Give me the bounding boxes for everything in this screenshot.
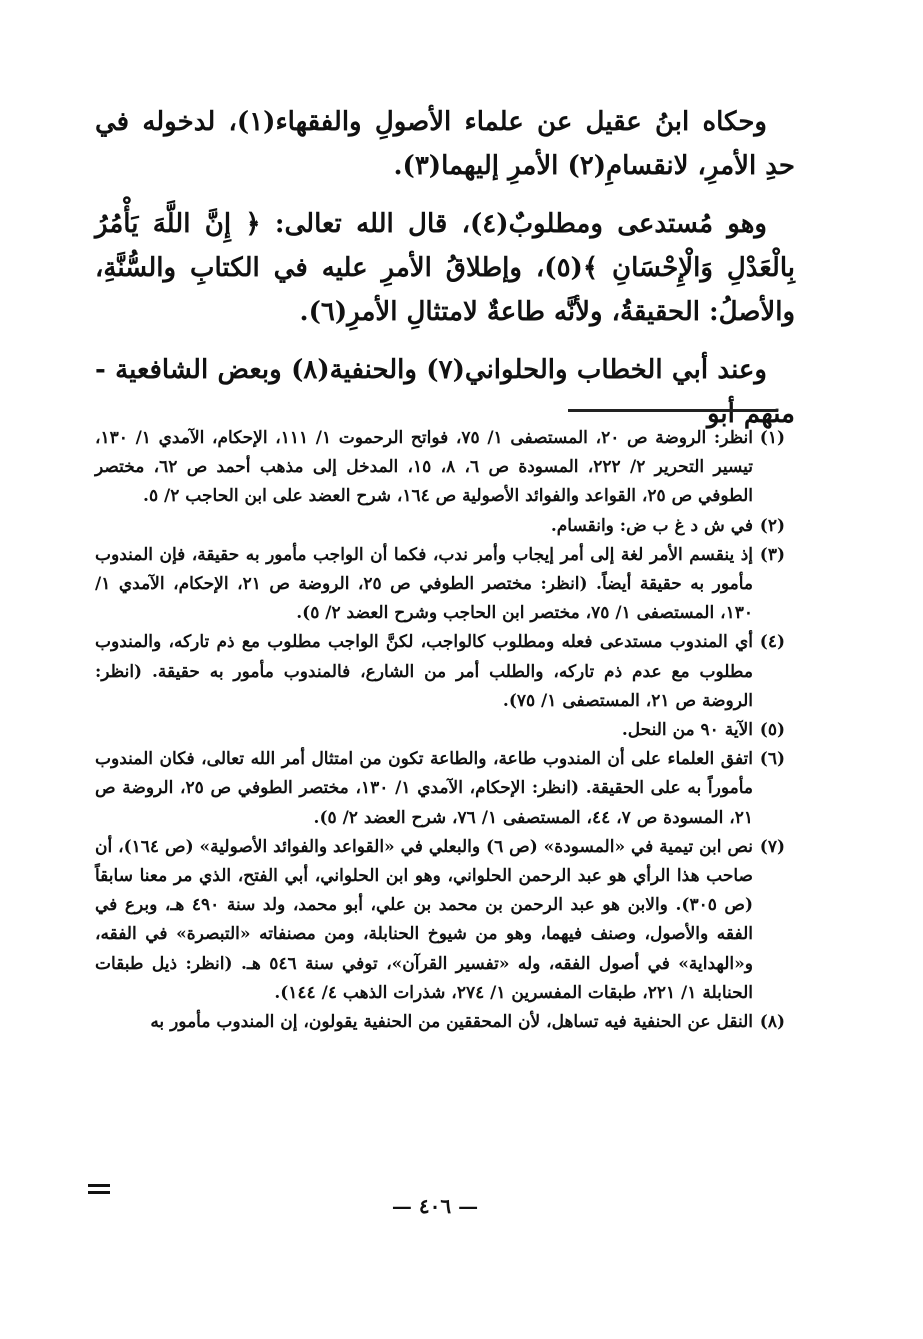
main-paragraph: وعند أبي الخطاب والحلواني(٧) والحنفية(٨) وبعض الشافعية - منهم أبو xyxy=(95,355,795,429)
footnote-number: (٥) xyxy=(759,720,785,741)
footnote xyxy=(95,1008,785,1037)
footnote xyxy=(95,424,785,512)
footnote-number: (٤) xyxy=(759,632,785,653)
footnote-text: النقل عن الحنفية فيه تساهل، لأن المحققين من الحنفية يقولون، إن المندوب مأمور به xyxy=(150,1012,753,1033)
footnote-number: (٢) xyxy=(759,515,785,536)
footnote-text: نص ابن تيمية في «المسودة» (ص ٦) والبعلي في «القواعد والفوائد الأصولية» (ص ١٦٤)، أن صاحب هذا الرأي هو عبد الرحمن الحلواني، وهو ابن الحلواني، أبي الفتح، الذي مر معنا سابقاً (ص ٣٠٥). والابن هو عبد الرحمن بن محمد بن علي، أبو محمد، ولد سنة ٤٩٠ هـ، وبرع في الفقه والأصول، وصنف فيهما، وهو من شيوخ الحنابلة، ومن مصنفاته «التبصرة» في الفقه، و«الهداية» في أصول الفقه، وله «تفسير القرآن»، توفي سنة ٥٤٦ هـ. (انظر: ذيل طبقات الحنابلة ١/ ٢٢١، طبقات المفسرين ١/ ٢٧٤، شذرات الذهب ٤/ ١٤٤). xyxy=(95,836,754,1003)
footnote-text: في ش د غ ب ض: وانقسام. xyxy=(550,515,753,536)
page-number: — ٤٠٦ — xyxy=(391,1194,479,1218)
footnote-number: (٦) xyxy=(759,749,785,770)
footnote-text: الآية ٩٠ من النحل. xyxy=(621,720,753,741)
footnote xyxy=(95,745,785,833)
main-paragraph: وحكاه ابنُ عقيل عن علماء الأصولِ والفقهاء(١)، لدخوله في حدِ الأمرِ، لانقسامِ(٢) الأمرِ إليهما(٣). xyxy=(95,107,795,181)
footnote-text: إذ ينقسم الأمر لغة إلى أمر إيجاب وأمر ندب، فكما أن الواجب مأمور به حقيقة، فإن المندوب مأمور به حقيقة أيضاً. (انظر: مختصر الطوفي ص ٢٥، الروضة ص ٢١، الإحكام، الآمدي ١/ ١٣٠، المستصفى ١/ ٧٥، مختصر ابن الحاجب وشرح العضد ٢/ ٥). xyxy=(95,544,754,624)
footnote xyxy=(95,716,785,745)
main-paragraph: وهو مُستدعى ومطلوبٌ(٤)، قال الله تعالى: ﴿ إِنَّ اللَّهَ يَأْمُرُ بِالْعَدْلِ وَالْإِحْسَانِ ﴾(٥)، وإطلاقُ الأمرِ عليه في الكتابِ والسُّنَّةِ، والأصلُ: الحقيقةُ، ولأنَّه طاعةٌ لامتثالِ الأمرِ(٦). xyxy=(95,209,795,327)
main-text xyxy=(95,100,795,450)
footnote xyxy=(95,541,785,629)
footnote-number: (٨) xyxy=(759,1012,785,1033)
footnote xyxy=(95,512,785,541)
continuation-mark xyxy=(88,1184,110,1194)
footnote xyxy=(95,628,785,716)
footnote-number: (٣) xyxy=(759,544,785,565)
footnote-text: انظر: الروضة ص ٢٠، المستصفى ١/ ٧٥، فواتح الرحموت ١/ ١١١، الإحكام، الآمدي ١/ ١٣٠، تيسير التحرير ٢/ ٢٢٢، المسودة ص ٦، ٨، ١٥، المدخل إلى مذهب أحمد ص ٦٢، مختصر الطوفي ص ٢٥، القواعد والفوائد الأصولية ص ١٦٤، شرح العضد على ابن الحاجب ٢/ ٥. xyxy=(95,428,753,507)
footnote xyxy=(95,833,785,1008)
footnote-number: (١) xyxy=(759,428,785,448)
footnote-separator xyxy=(568,409,778,412)
footnotes xyxy=(95,424,785,1037)
footnote-text: اتفق العلماء على أن المندوب طاعة، والطاعة تكون من امتثال أمر الله تعالى، فكان المندوب مأموراً به على الحقيقة. (انظر: الإحكام، الآمدي ١/ ١٣٠، مختصر الطوفي ص ٢٥، الروضة ص ٢١، المسودة ص ٧، ٤٤، المستصفى ١/ ٧٦، شرح العضد ٢/ ٥). xyxy=(95,749,753,828)
footnote-number: (٧) xyxy=(759,836,785,857)
footnote-text: أي المندوب مستدعى فعله ومطلوب كالواجب، لكنَّ الواجب مطلوب مع ذم تاركه، والمندوب مطلوب مع عدم ذم تاركه، والطلب أمر من الشارع، فالمندوب مأمور به حقيقة. (انظر: الروضة ص ٢١، المستصفى ١/ ٧٥). xyxy=(95,632,753,711)
